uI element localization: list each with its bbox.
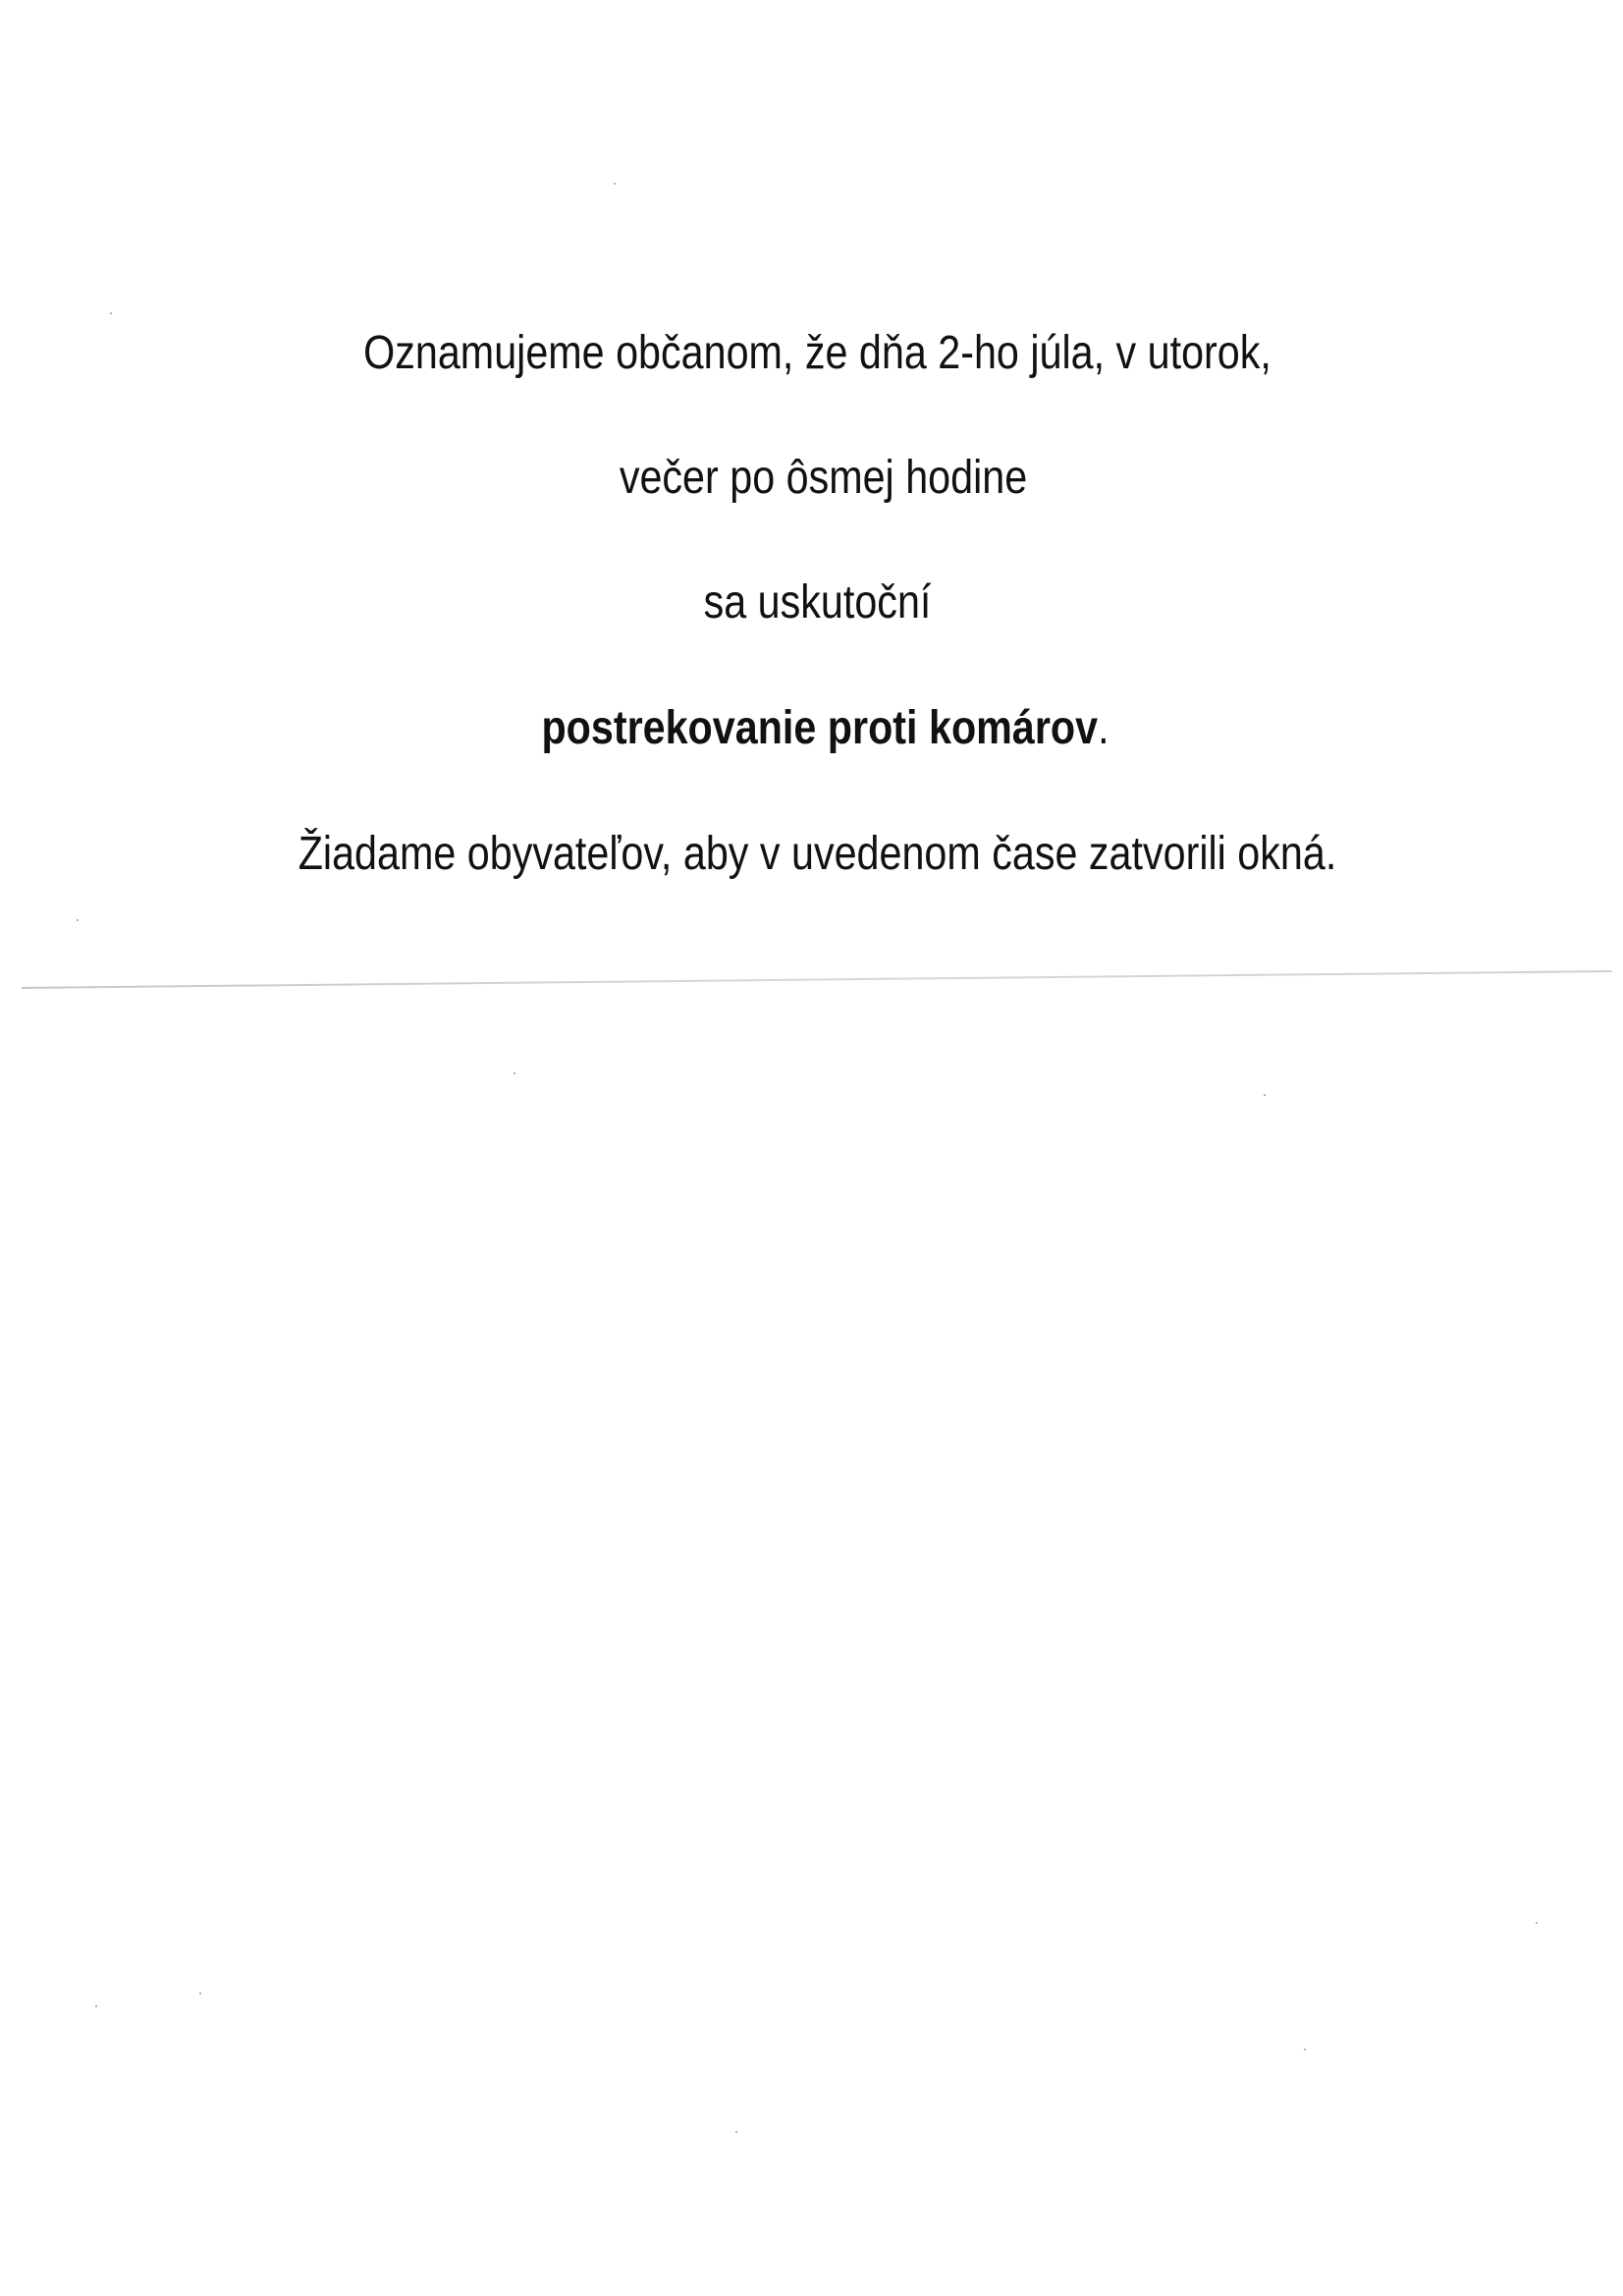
notice-event-title: postrekovanie proti komárov <box>541 702 1099 754</box>
notice-line-request: Žiadame obyvateľov, aby v uvedenom čase zatvorili okná. <box>298 828 1337 880</box>
scan-speck <box>735 2131 737 2133</box>
scan-speck <box>95 2005 97 2007</box>
notice-line-event <box>128 699 1524 758</box>
notice-event-period: . <box>1098 702 1109 754</box>
scan-speck <box>1536 1922 1538 1924</box>
scan-speck <box>110 312 112 314</box>
scan-speck <box>514 1072 515 1074</box>
notice-line-time: večer po ôsmej hodine <box>619 452 1028 504</box>
scan-speck <box>77 919 79 921</box>
scan-speck <box>1304 2049 1306 2050</box>
scan-speck <box>614 183 616 185</box>
notice-line-date: Oznamujeme občanom, že dňa 2-ho júla, v utorok, <box>363 327 1271 379</box>
scan-speck <box>199 1993 201 1995</box>
scan-speck <box>1264 1094 1266 1096</box>
notice-line-event-intro: sa uskutoční <box>703 576 932 629</box>
paper-fold-line <box>22 970 1612 989</box>
